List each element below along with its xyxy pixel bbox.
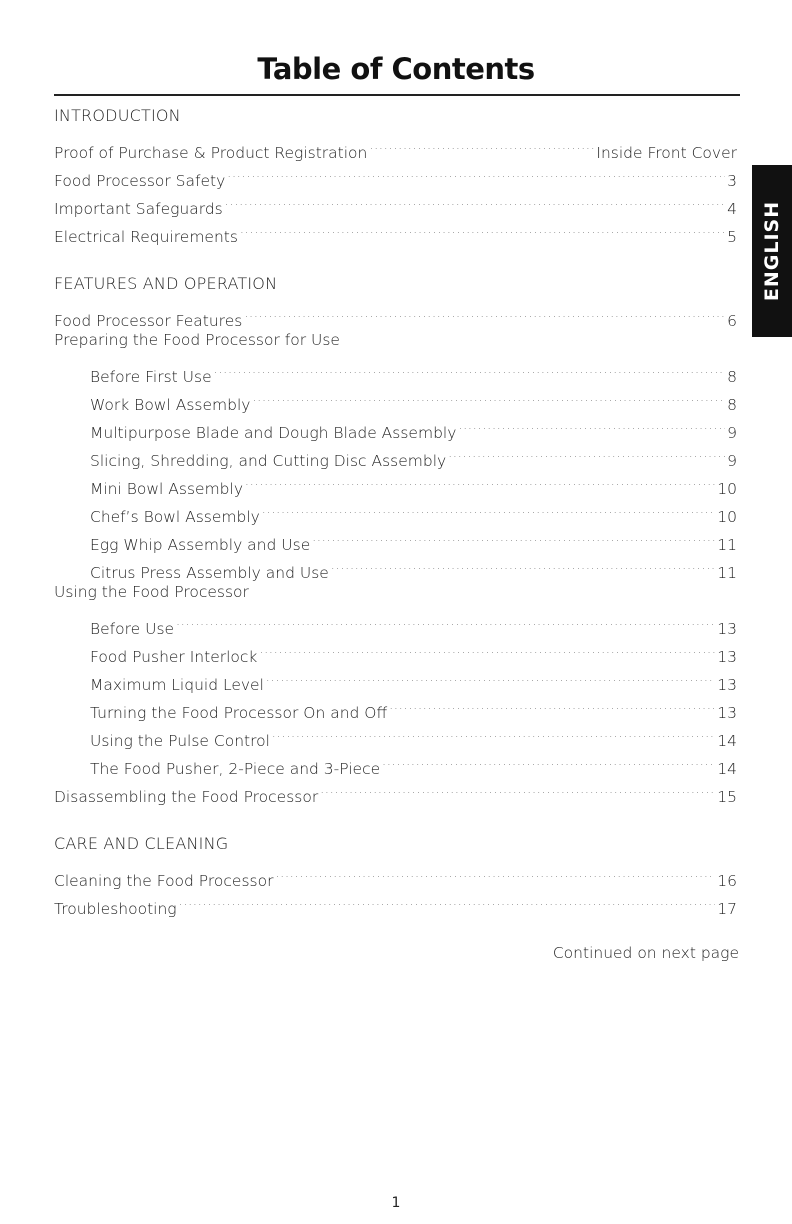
toc-entry-page: 8 (727, 368, 737, 386)
language-tab (752, 165, 792, 337)
toc-entry-page: 9 (727, 424, 737, 442)
toc-entry (54, 438, 737, 470)
toc-entry-label: Before First Use (90, 368, 212, 386)
toc-entry (54, 746, 737, 778)
dot-leader (240, 214, 725, 242)
toc-entry-label: Slicing, Shredding, and Cutting Disc Assembly (90, 452, 447, 470)
toc-entry-label: Food Processor Features (54, 312, 243, 330)
dot-leader (225, 186, 725, 214)
toc-entry-label: Mini Bowl Assembly (90, 480, 243, 498)
toc-entry (54, 158, 737, 190)
toc-entry (54, 634, 737, 666)
toc-entry-label: Using the Pulse Control (90, 732, 270, 750)
toc-entry-label: Multipurpose Blade and Dough Blade Assembly (90, 424, 457, 442)
toc-entry (54, 690, 737, 722)
toc-entry-page: 6 (727, 312, 737, 330)
toc-entry (54, 718, 737, 750)
dot-leader (312, 522, 715, 550)
dot-leader (458, 410, 725, 438)
toc-section-heading-label: FEATURES AND OPERATION (54, 274, 278, 293)
toc-entry (54, 858, 737, 890)
toc-entry (54, 774, 737, 806)
toc-entry-page: 13 (717, 676, 737, 694)
toc-entry (54, 466, 737, 498)
dot-leader (369, 130, 594, 158)
toc-entry-label: Food Processor Safety (54, 172, 226, 190)
dot-leader (227, 158, 725, 186)
toc-section-heading (54, 270, 737, 298)
toc-entry-page: Inside Front Cover (596, 144, 737, 162)
toc-entry (54, 354, 737, 386)
dot-leader (272, 718, 715, 746)
dot-leader (320, 774, 715, 802)
page-number: 1 (391, 1195, 401, 1211)
dot-leader (244, 298, 725, 326)
toc-entry-label: Important Safeguards (54, 200, 223, 218)
toc-entry-page: 10 (717, 480, 737, 498)
toc-entry-label: Troubleshooting (54, 900, 177, 918)
toc-entry-label: Disassembling the Food Processor (54, 788, 319, 806)
language-tab-label: ENGLISH (761, 200, 783, 302)
toc-entry-page: 16 (717, 872, 737, 890)
toc-subheading (54, 578, 737, 606)
toc-entry-label: Chef’s Bowl Assembly (90, 508, 260, 526)
dot-leader (176, 606, 715, 634)
toc-entry-page: 14 (717, 732, 737, 750)
toc-entry-label: Maximum Liquid Level (90, 676, 264, 694)
toc-section-heading-label: CARE AND CLEANING (54, 834, 229, 853)
toc-entry-label: The Food Pusher, 2-Piece and 3-Piece (90, 760, 381, 778)
toc-section-heading (54, 102, 737, 130)
toc-entry-label: Before Use (90, 620, 175, 638)
page-title: Table of Contents (257, 52, 535, 86)
dot-leader (214, 354, 726, 382)
toc-entry (54, 550, 737, 582)
title-divider (54, 94, 740, 96)
table-of-contents (54, 102, 737, 918)
toc-entry-label: Egg Whip Assembly and Use (90, 536, 311, 554)
toc-entry-page: 3 (727, 172, 737, 190)
toc-entry-label: Food Pusher Interlock (90, 648, 258, 666)
toc-entry (54, 410, 737, 442)
toc-entry-page: 14 (717, 760, 737, 778)
dot-leader (266, 662, 715, 690)
toc-entry (54, 522, 737, 554)
continued-note: Continued on next page (552, 944, 739, 962)
dot-leader (389, 690, 715, 718)
toc-entry (54, 494, 737, 526)
toc-entry-label: Electrical Requirements (54, 228, 238, 246)
toc-entry-page: 11 (717, 536, 737, 554)
toc-entry (54, 662, 737, 694)
toc-entry-page: 5 (727, 228, 737, 246)
dot-leader (262, 494, 715, 522)
dot-leader (179, 886, 716, 914)
toc-entry-page: 9 (727, 452, 737, 470)
dot-leader (245, 466, 715, 494)
dot-leader (331, 550, 715, 578)
toc-entry-page: 13 (717, 704, 737, 722)
toc-entry-page: 8 (727, 396, 737, 414)
toc-entry-page: 13 (717, 620, 737, 638)
toc-entry-label: Proof of Purchase & Product Registration (54, 144, 368, 162)
dot-leader (448, 438, 725, 466)
toc-entry-label: Work Bowl Assembly (90, 396, 251, 414)
toc-section-heading-label: INTRODUCTION (54, 106, 181, 125)
toc-entry-page: 4 (727, 200, 737, 218)
toc-subheading (54, 326, 737, 354)
toc-entry (54, 186, 737, 218)
dot-leader (275, 858, 715, 886)
toc-entry-label: Citrus Press Assembly and Use (90, 564, 329, 582)
toc-entry-label: Using the Food Processor (54, 583, 249, 601)
toc-entry-page: 15 (717, 788, 737, 806)
toc-entry (54, 382, 737, 414)
dot-leader (252, 382, 725, 410)
toc-entry-label: Turning the Food Processor On and Off (90, 704, 388, 722)
toc-entry-label: Cleaning the Food Processor (54, 872, 274, 890)
toc-entry-page: 17 (717, 900, 737, 918)
toc-entry (54, 886, 737, 918)
toc-section-heading (54, 830, 737, 858)
toc-entry-page: 10 (717, 508, 737, 526)
toc-entry-page: 13 (717, 648, 737, 666)
toc-entry-label: Preparing the Food Processor for Use (54, 331, 340, 349)
toc-entry (54, 214, 737, 246)
dot-leader (382, 746, 715, 774)
dot-leader (259, 634, 715, 662)
toc-entry (54, 606, 737, 638)
toc-entry-page: 11 (717, 564, 737, 582)
toc-entry (54, 298, 737, 330)
toc-entry (54, 130, 737, 162)
